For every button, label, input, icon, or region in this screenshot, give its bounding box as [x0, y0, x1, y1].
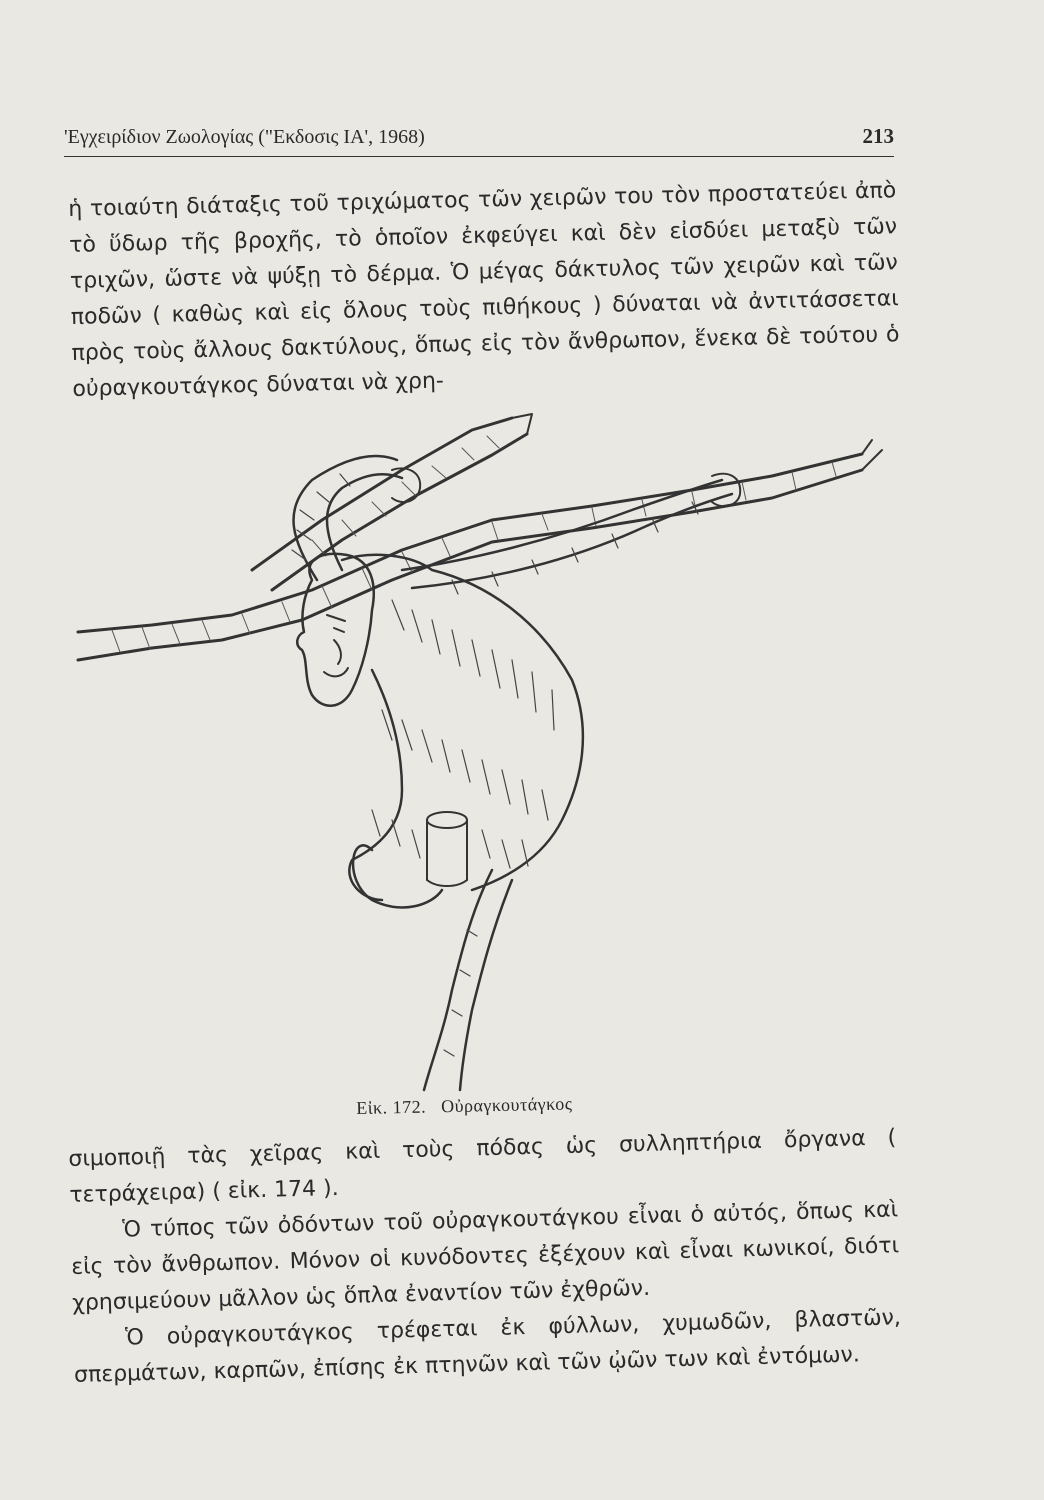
- page-number: 213: [862, 124, 894, 148]
- paragraph: Ὁ τύπος τῶν ὀδόντων τοῦ οὐραγκουτάγκου εἶναι ὁ αὐτός, ὅπως καὶ εἰς τὸν ἄνθρωπον. Μόνον οἱ κυνόδοντες ἐξέχουν καὶ εἶναι κωνικοί, διότι χρησιμεύουν μᾶλλον ὡς ὅπλα ἐναντίον τῶν ἐχθρῶν.: [70, 1197, 900, 1316]
- paragraph: σιμοποιῇ τὰς χεῖρας καὶ τοὺς πόδας ὡς συλληπτήρια ὄργανα ( τετράχειρα) ( εἰκ. 174 ).: [68, 1125, 897, 1208]
- figure-number: 172.: [392, 1096, 427, 1118]
- figure-title: Οὐραγκουτάγκος: [440, 1093, 573, 1117]
- body-text-bottom: [68, 1120, 902, 1394]
- paragraph: Ὁ οὐραγκουτάγκος τρέφεται ἐκ φύλλων, χυμωδῶν, βλαστῶν, σπερμάτων, καρπῶν, ἐπίσης ἐκ πτηνῶν καὶ τῶν ᾠῶν των καὶ ἐντόμων.: [73, 1305, 902, 1388]
- running-header: [64, 124, 894, 149]
- figure-caption: [356, 1093, 573, 1119]
- running-title: 'Εγχειρίδιον Ζωολογίας ("Εκδοσις ΙΑ', 1968): [64, 126, 425, 148]
- figure-label: Εἰκ.: [356, 1097, 388, 1118]
- body-text-top: [68, 173, 901, 408]
- header-rule: [64, 156, 894, 157]
- orangutan-illustration: [72, 410, 912, 1100]
- paragraph: ἡ τοιαύτη διάταξις τοῦ τριχώματος τῶν χειρῶν του τὸν προστατεύει ἀπὸ τὸ ὕδωρ τῆς βροχῆς, τὸ ὁποῖον ἐκφεύγει καὶ δὲν εἰσδύει μεταξὺ τῶν τριχῶν, ὥστε νὰ ψύξῃ τὸ δέρμα. Ὁ μέγας δάκτυλος τῶν χειρῶν καὶ τῶν ποδῶν ( καθὼς καὶ εἰς ὅλους τοὺς πιθήκους ) δύναται νὰ ἀντιτάσσεται πρὸς τοὺς ἄλλους δακτύλους, ὅπως εἰς τὸν ἄνθρωπον, ἕνεκα δὲ τούτου ὁ οὐραγκουτάγκος δύναται νὰ χρη-: [68, 178, 900, 402]
